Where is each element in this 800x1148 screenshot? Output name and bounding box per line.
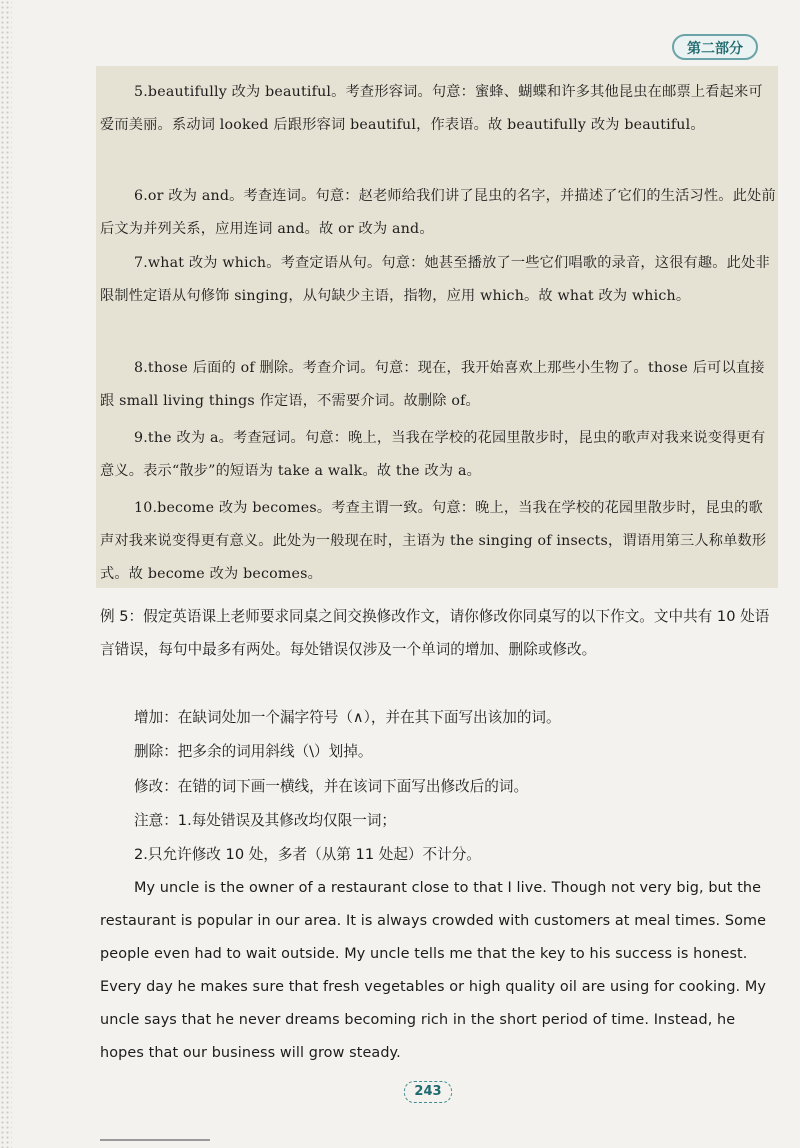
modify-rule: 修改：在错的词下画一横线，并在该词下面写出修改后的词。 bbox=[134, 778, 529, 795]
note-2: 2.只允许修改 10 处，多者（从第 11 处起）不计分。 bbox=[134, 846, 481, 863]
example-intro: 例 5：假定英语课上老师要求同桌之间交换修改作文，请你修改你同桌写的以下作文。文中共有 10 处语言错误，每句中最多有两处。每处错误仅涉及一个单词的增加、删除或修改。 bbox=[100, 608, 770, 658]
section-tab: 第二部分 bbox=[672, 34, 758, 60]
delete-rule: 删除：把多余的词用斜线（\）划掉。 bbox=[134, 743, 373, 760]
answer-item-5: 5.beautifully 改为 beautiful。考查形容词。句意：蜜蜂、蝴蝶和许多其他昆虫在邮票上看起来可爱而美丽。系动词 looked 后跟形容词 beautiful，作表语。故 beautifully 改为 beautiful。 bbox=[100, 84, 763, 133]
page-edge-texture bbox=[0, 0, 12, 1148]
page-number: 243 bbox=[404, 1081, 452, 1103]
essay-text: My uncle is the owner of a restaurant close to that I live. Though not very big, but the restaurant is popular in our area. It is always crowded with customers at meal times. Some people even had to wait outside. My uncle tells me that the key to his success is honest. Every day he makes sure that fresh vegetables or high quality oil are using for cooking. My uncle says that he never dreams becoming rich in the short period of time. Instead, he hopes that our business will grow steady. bbox=[100, 880, 767, 1061]
add-rule: 增加：在缺词处加一个漏字符号（∧），并在其下面写出该加的词。 bbox=[134, 709, 561, 726]
answer-item-9: 9.the 改为 a。考查冠词。句意：晚上，当我在学校的花园里散步时，昆虫的歌声对我来说变得更有意义。表示“散步”的短语为 take a walk。故 the 改为 a。 bbox=[100, 430, 766, 479]
answer-item-10: 10.become 改为 becomes。考查主谓一致。句意：晚上，当我在学校的花园里散步时，昆虫的歌声对我来说变得更有意义。此处为一般现在时，主语为 the singing of insects，谓语用第三人称单数形式。故 become 改为 becomes。 bbox=[100, 500, 767, 582]
answer-item-6: 6.or 改为 and。考查连词。句意：赵老师给我们讲了昆虫的名字，并描述了它们的生活习性。此处前后文为并列关系，应用连词 and。故 or 改为 and。 bbox=[100, 188, 776, 237]
answer-item-7: 7.what 改为 which。考查定语从句。句意：她甚至播放了一些它们唱歌的录音，这很有趣。此处非限制性定语从句修饰 singing，从句缺少主语，指物，应用 which。故 what 改为 which。 bbox=[100, 255, 770, 304]
footer-rule bbox=[100, 1139, 210, 1141]
note-1: 注意：1.每处错误及其修改均仅限一词； bbox=[134, 812, 397, 829]
answer-item-8: 8.those 后面的 of 删除。考查介词。句意：现在，我开始喜欢上那些小生物了。those 后可以直接跟 small living things 作定语，不需要介词。故删除 of。 bbox=[100, 360, 765, 409]
